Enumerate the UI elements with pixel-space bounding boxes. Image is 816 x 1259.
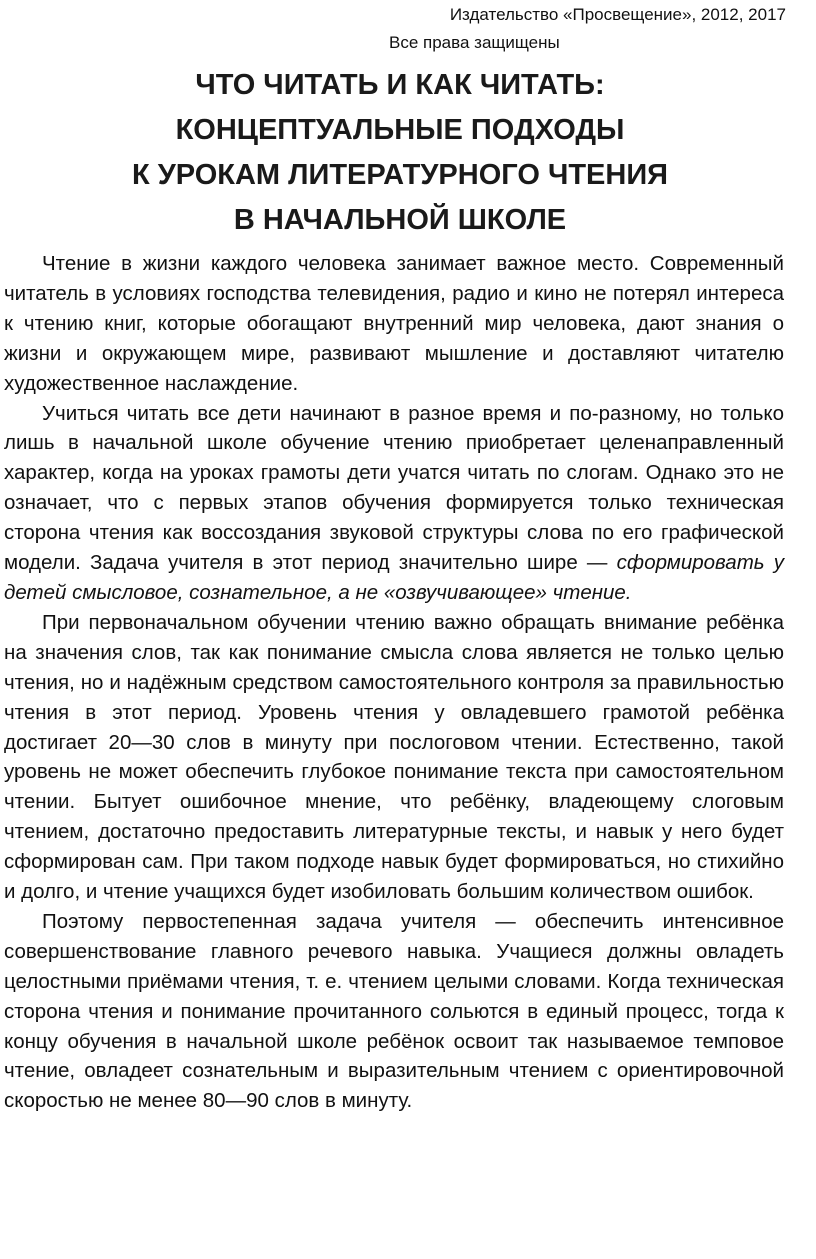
paragraph-4: Поэтому первостепенная задача учителя — обеспечить интенсивное совершенствование главного речевого навыка. Учащиеся должны овладеть целостными приёмами чтения, т. е. чтением целыми словами. Когда техническая сторона чтения и понимание прочитанного сольются в единый процесс, тогда к концу обучения в начальной школе ребёнок освоит так называемое темповое чтение, овладеет сознательным и выразительным чтением с ориентировочной скоростью не менее 80—90 слов в минуту. [4, 909, 784, 1113]
title-line-4: В НАЧАЛЬНОЙ ШКОЛЕ [233, 204, 567, 236]
publisher-line: Издательство «Просвещение», 2012, 2017 [449, 5, 786, 24]
document-title [0, 63, 800, 243]
paragraph-2 [4, 399, 784, 608]
paragraph-1: Чтение в жизни каждого человека занимает важное место. Современный читатель в условиях господства телевидения, радио и кино не потерял интереса к чтению книг, которые обогащают внутренний мир человека, дают знания о жизни и окружающем мире, развивают мышление и доставляют читателю художественное наслаждение. [4, 252, 784, 395]
paragraph-3: При первоначальном обучении чтению важно обращать внимание ребёнка на значения слов, так как понимание смысла слова является не только целью чтения, но и надёжным средством самостоятельного контроля за правильностью чтения в этот период. Уровень чтения у овладевшего грамотой ребёнка достигает 20—30 слов в минуту при послоговом чтении. Естественно, такой уровень не может обеспечить глубокое понимание текста при самостоятельном чтении. Бытует ошибочное мнение, что ребёнку, владеющему слоговым чтением, достаточно предоставить литературные тексты, и навык у него будет сформирован сам. При таком подходе навык будет формироваться, но стихийно и долго, и чтение учащихся будет изобиловать большим количеством ошибок. [4, 610, 784, 904]
title-line-3: К УРОКАМ ЛИТЕРАТУРНОГО ЧТЕНИЯ [131, 159, 669, 191]
rights-line: Все права защищены [389, 33, 560, 52]
paragraph-2-text: Учиться читать все дети начинают в разное время и по-разному, но только лишь в начальной школе обучение чтению приобретает целенаправленный характер, когда на уроках грамоты дети учатся читать по слогам. Однако это не означает, что с первых этапов обучения формируется только техническая сторона чтения как воссоздания звуковой структуры слова по его графической модели. Задача учителя в этот период значительно шире — [4, 401, 784, 575]
title-line-1: ЧТО ЧИТАТЬ И КАК ЧИТАТЬ: [195, 69, 605, 101]
body-text [4, 249, 784, 1116]
paragraph-2-italic: сформировать у детей смысловое, сознательное, а не «озвучивающее» чтение. [4, 551, 784, 604]
title-line-2: КОНЦЕПТУАЛЬНЫЕ ПОДХОДЫ [175, 114, 625, 146]
